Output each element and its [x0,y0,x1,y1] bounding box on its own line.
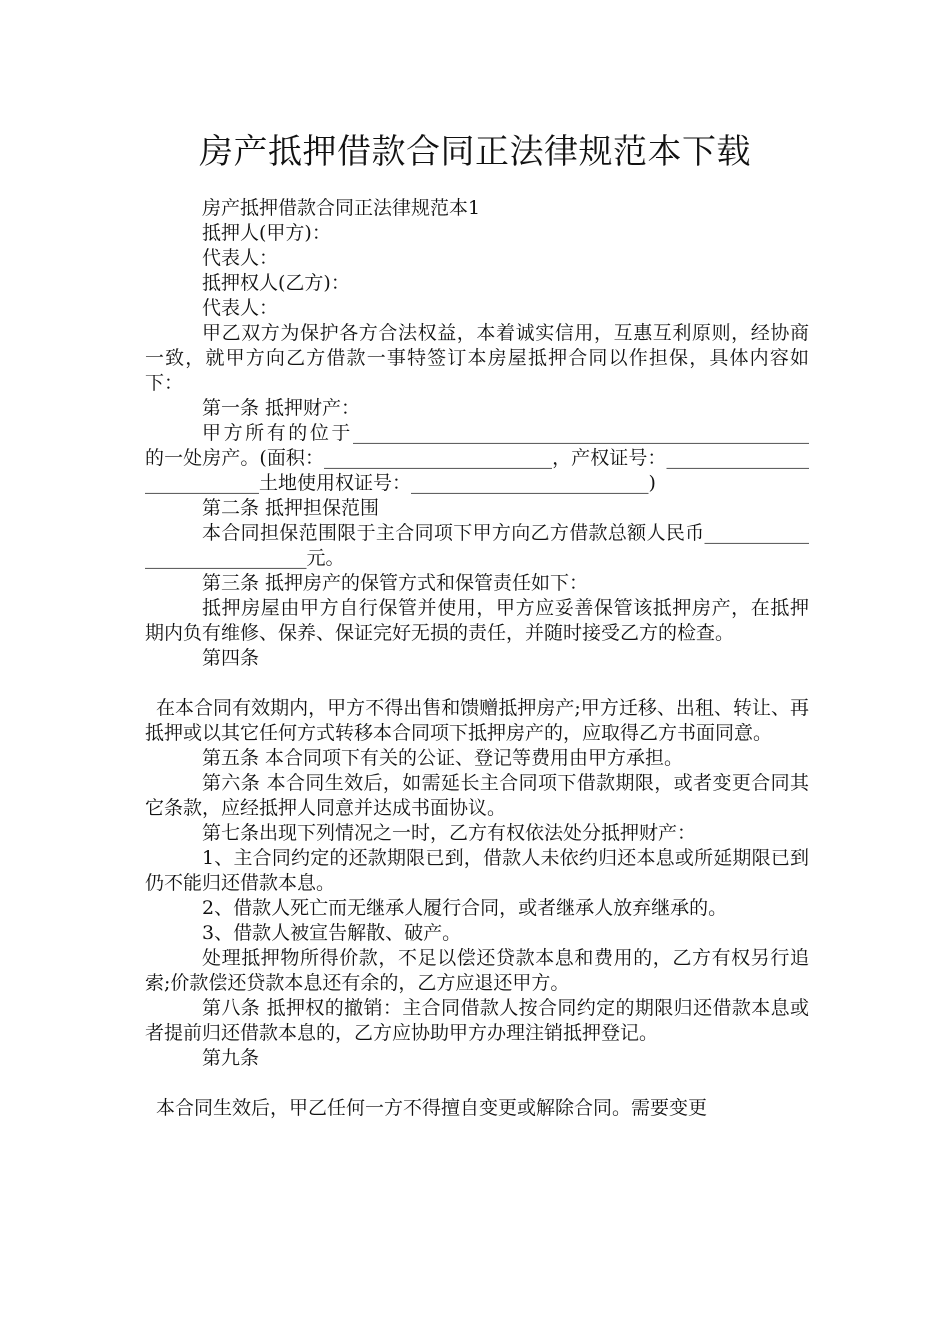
article-6-paragraph: 第六条 本合同生效后，如需延长主合同项下借款期限，或者变更合同其它条款，应经抵押人同意并达成书面协议。 [145,772,809,819]
paragraph-gap [145,1071,809,1096]
article-4-body: 在本合同有效期内，甲方不得出售和馈赠抵押房产;甲方迁移、出租、转让、再抵押或以其它任何方式转移本合同项下抵押房产的，应取得乙方书面同意。 [145,697,809,744]
article-9-body: 本合同生效后，甲乙任何一方不得擅自变更或解除合同。需要变更 [156,1097,708,1119]
article-2-body: 本合同担保范围限于主合同项下甲方向乙方借款总额人民币____________________________元。 [145,522,809,569]
article-1-heading: 第一条 抵押财产： [202,397,361,419]
mortgagor-label: 抵押人(甲方)： [202,222,331,244]
document-body [145,196,809,1121]
article-7-heading: 第七条出现下列情况之一时，乙方有权依法处分抵押财产： [202,822,697,844]
article-3-body: 抵押房屋由甲方自行保管并使用，甲方应妥善保管该抵押房产，在抵押期内负有维修、保养、保证完好无损的责任，并随时接受乙方的检查。 [145,597,809,644]
article-5-paragraph: 第五条 本合同项下有关的公证、登记等费用由甲方承担。 [202,747,684,769]
article-2-heading: 第二条 抵押担保范围 [202,497,380,519]
article-7-item-2: 2、借款人死亡而无继承人履行合同，或者继承人放弃继承的。 [202,897,728,919]
mortgagee-representative-label: 代表人： [202,297,279,319]
document-title: 房产抵押借款合同正法律规范本下载 [199,132,751,172]
article-1-body: 甲方所有的位于________________________________________________的一处房产。(面积：________________________，产权证号：___________________________土地使用权证号：_________________________) [145,422,809,494]
article-7-item-3: 3、借款人被宣告解散、破产。 [202,922,462,944]
article-7-proceeds: 处理抵押物所得价款，不足以偿还贷款本息和费用的，乙方有权另行追索;价款偿还贷款本息还有余的，乙方应退还甲方。 [145,947,809,994]
article-3-heading: 第三条 抵押房产的保管方式和保管责任如下： [202,572,589,594]
paragraph-gap [145,671,809,696]
contract-heading: 房产抵押借款合同正法律规范本1 [202,197,481,219]
article-7-item-1: 1、主合同约定的还款期限已到，借款人未依约归还本息或所延期限已到仍不能归还借款本息。 [145,847,809,894]
mortgagee-label: 抵押权人(乙方)： [202,272,350,294]
article-4-heading: 第四条 [202,647,260,669]
article-8-paragraph: 第八条 抵押权的撤销：主合同借款人按合同约定的期限归还借款本息或者提前归还借款本息的，乙方应协助甲方办理注销抵押登记。 [145,997,809,1044]
article-9-heading: 第九条 [202,1047,260,1069]
mortgagor-representative-label: 代表人： [202,247,279,269]
preamble-paragraph: 甲乙双方为保护各方合法权益，本着诚实信用，互惠互利原则，经协商一致，就甲方向乙方借款一事特签订本房屋抵押合同以作担保，具体内容如下： [145,322,809,394]
